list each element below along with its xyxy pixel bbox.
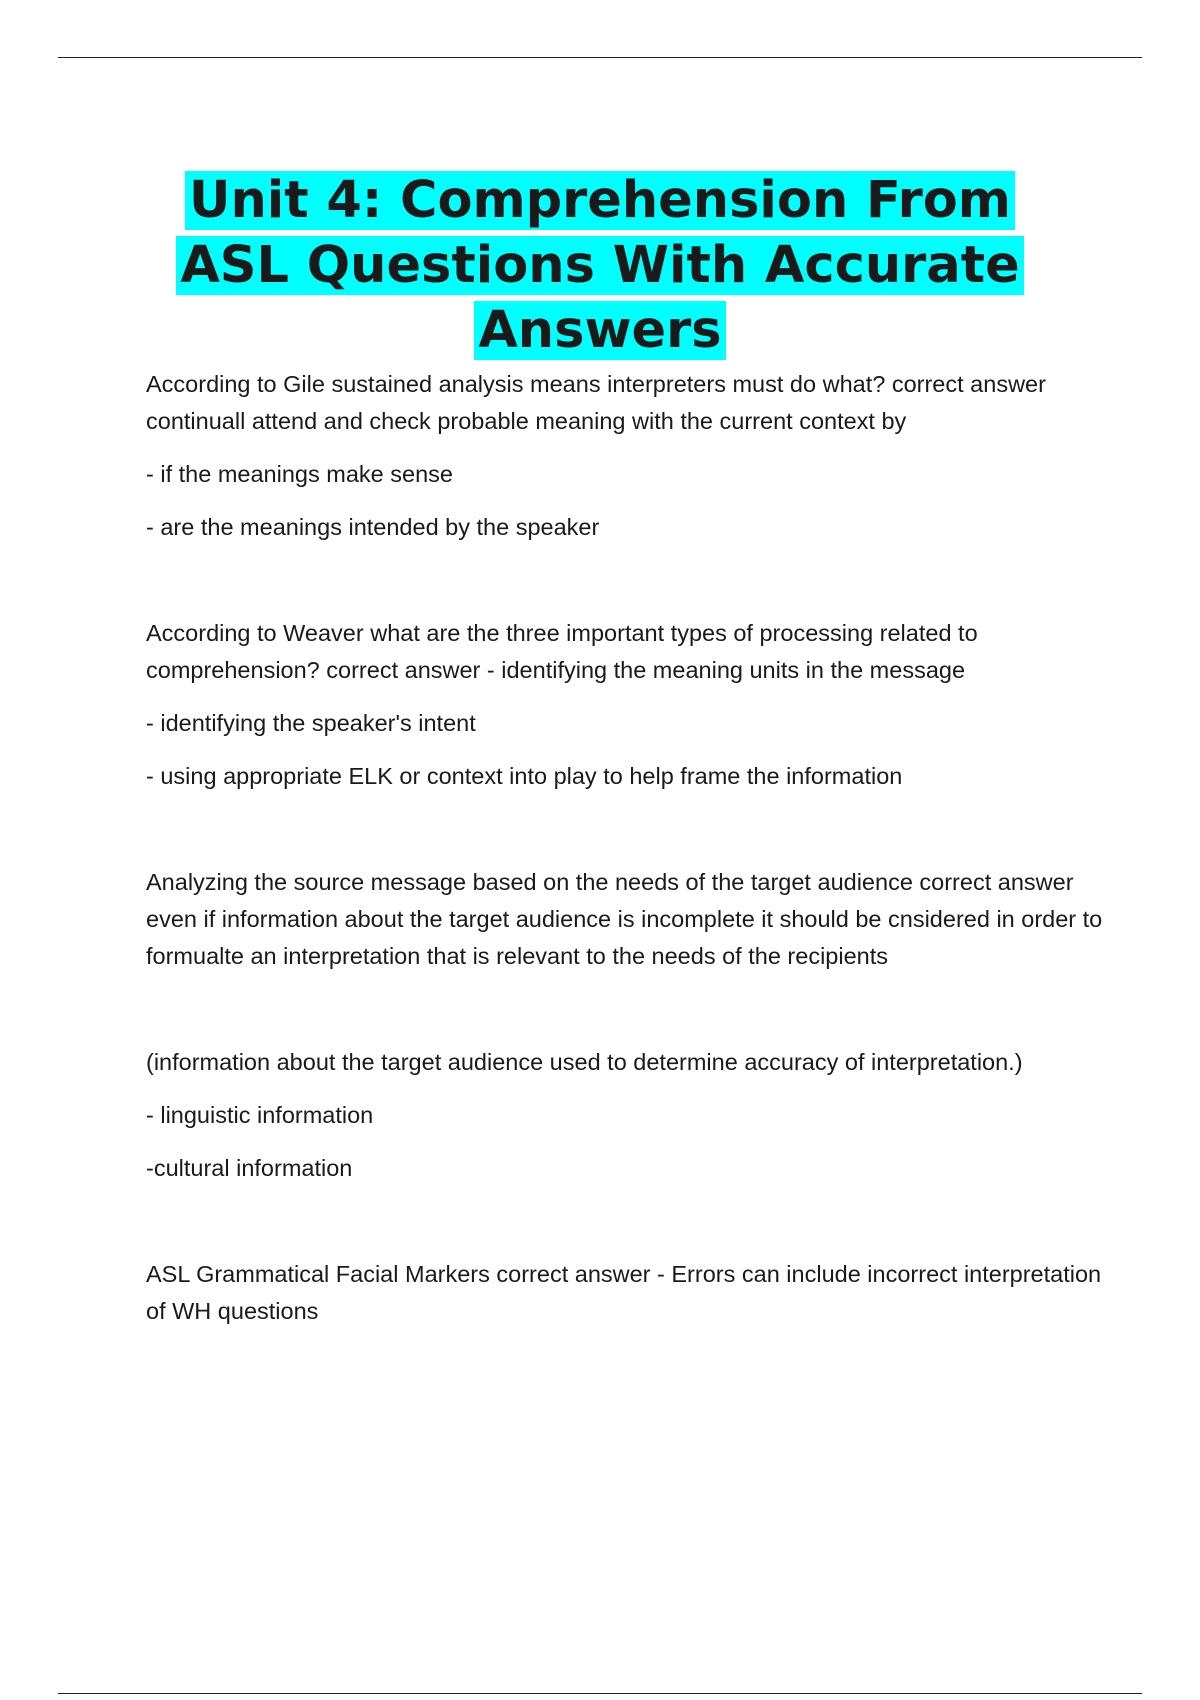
- list-item: - using appropriate ELK or context into play to help frame the information: [146, 763, 903, 789]
- title-line-1: Unit 4: Comprehension From: [185, 171, 1015, 230]
- qa-section-target-audience: [146, 1044, 1106, 1187]
- question-paragraph: According to Gile sustained analysis means interpreters must do what? correct answer continuall attend and check probable meaning with the current context by: [146, 371, 1046, 434]
- note-paragraph: (information about the target audience used to determine accuracy of interpretation.): [146, 1049, 1023, 1075]
- qa-section-gile: [146, 366, 1106, 546]
- footer-rule: [58, 1693, 1142, 1694]
- list-item: -cultural information: [146, 1155, 353, 1181]
- qa-section-source-message: [146, 864, 1106, 975]
- qa-section-weaver: [146, 615, 1106, 795]
- title-line-3: Answers: [474, 301, 725, 360]
- title-line-2: ASL Questions With Accurate: [176, 236, 1023, 295]
- qa-section-facial-markers: [146, 1256, 1106, 1330]
- list-item: - linguistic information: [146, 1102, 374, 1128]
- question-paragraph: According to Weaver what are the three important types of processing related to comprehension? correct answer - identifying the meaning units in the message: [146, 620, 978, 683]
- question-paragraph: Analyzing the source message based on the needs of the target audience correct answer even if information about the target audience is incomplete it should be cnsidered in order to formualte an interpretation that is relevant to the needs of the recipients: [146, 869, 1103, 969]
- list-item: - are the meanings intended by the speaker: [146, 514, 600, 540]
- document-body: [146, 366, 1106, 1330]
- question-paragraph: ASL Grammatical Facial Markers correct answer - Errors can include incorrect interpretation of WH questions: [146, 1261, 1102, 1324]
- document-title: [100, 168, 1100, 363]
- header-rule: [58, 57, 1142, 58]
- list-item: - if the meanings make sense: [146, 461, 453, 487]
- list-item: - identifying the speaker's intent: [146, 710, 476, 736]
